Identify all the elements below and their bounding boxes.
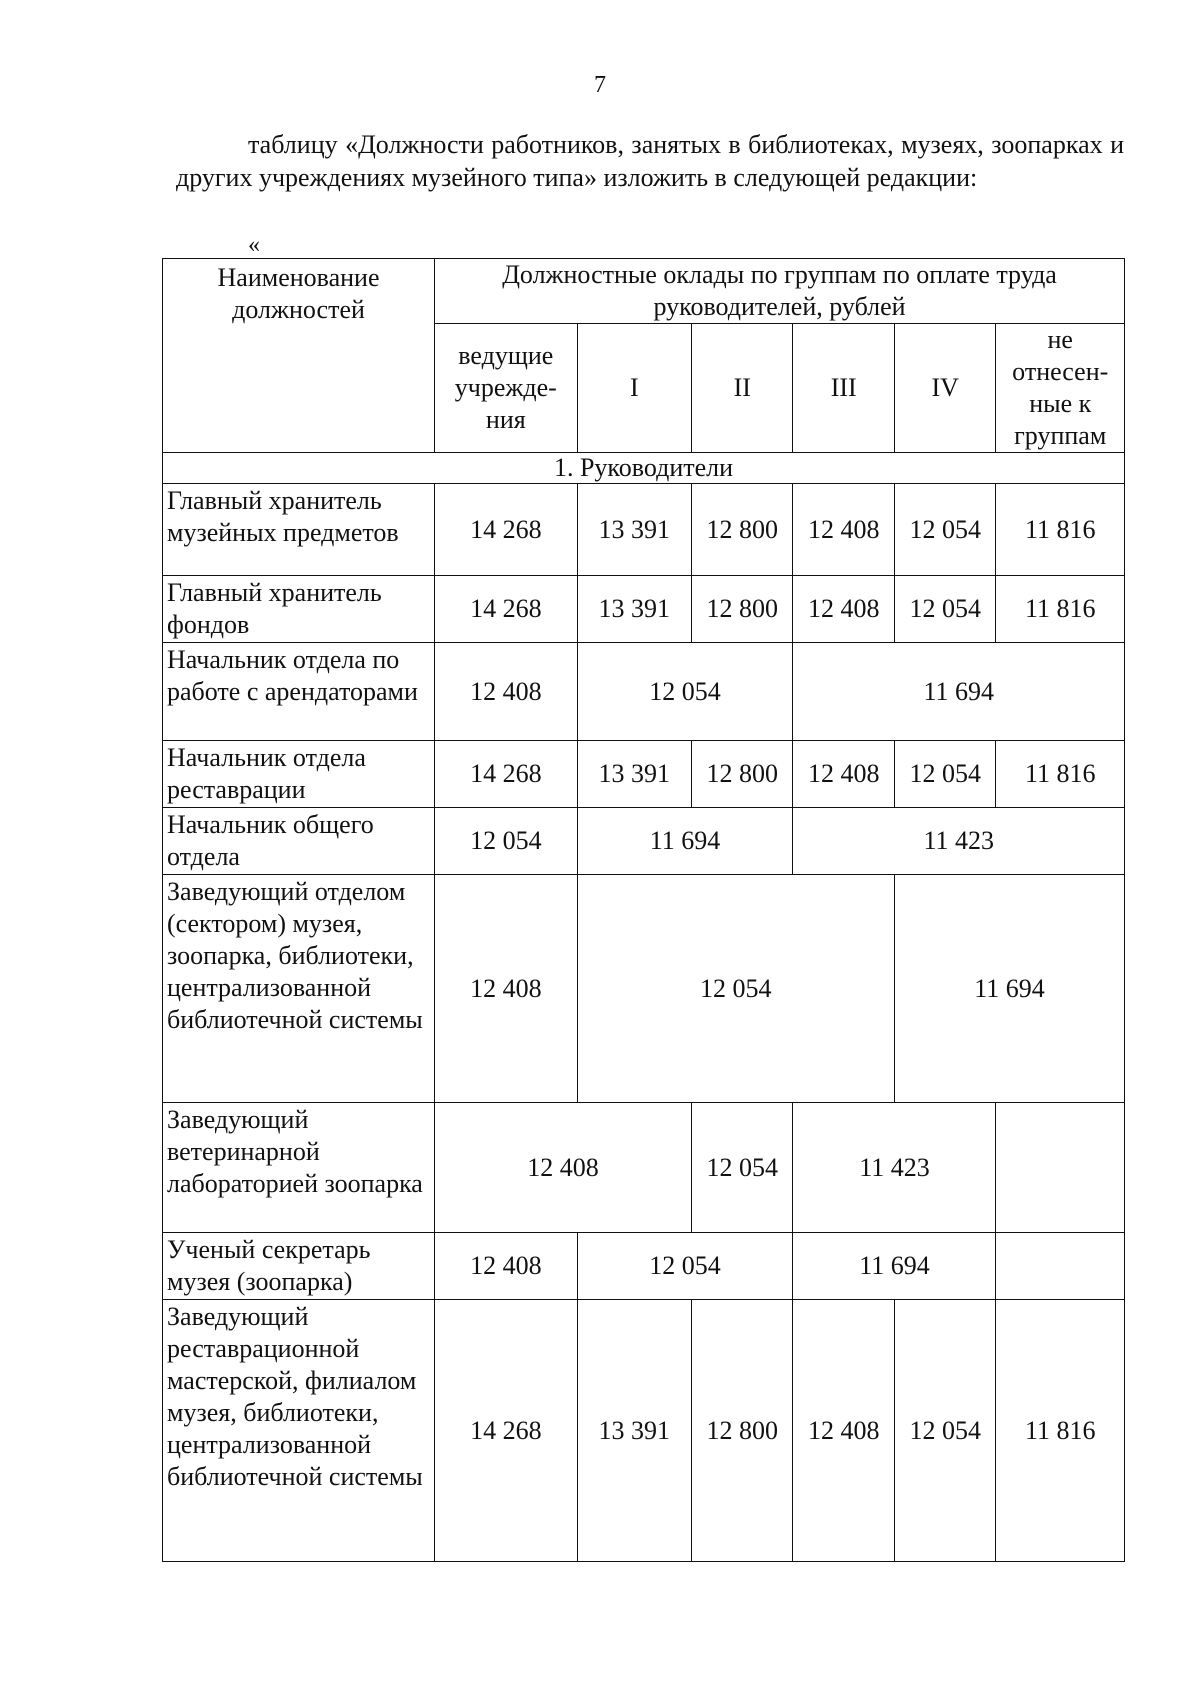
position-name: Заведующий отделом (сектором) музея, зоопарка, библиотеки, централизованной библиотечной системы (163, 875, 435, 1103)
header-group-3: III (793, 324, 894, 453)
opening-quote: « (248, 232, 260, 258)
header-group-4: IV (894, 324, 995, 453)
position-name: Главный хранитель музейных предметов (163, 484, 435, 576)
salary-cell: 12 408 (793, 741, 894, 808)
salary-cell: 11 423 (793, 808, 1125, 875)
section-heading: 1. Руководители (163, 453, 1125, 484)
salary-cell: 13 391 (577, 1300, 691, 1562)
salary-cell: 11 816 (996, 1300, 1125, 1562)
position-name: Начальник отдела по работе с арендаторами (163, 643, 435, 741)
position-name: Главный хранитель фондов (163, 576, 435, 643)
salary-cell: 12 408 (435, 643, 578, 741)
salary-cell: 14 268 (435, 576, 578, 643)
salary-cell (996, 1103, 1125, 1233)
header-group-leading: ведущие учрежде-ния (435, 324, 578, 453)
salary-cell: 12 054 (435, 808, 578, 875)
table-row (163, 484, 1125, 576)
salary-cell: 12 054 (894, 484, 995, 576)
salary-cell: 14 268 (435, 484, 578, 576)
salary-cell: 12 054 (894, 741, 995, 808)
header-group-2: II (692, 324, 793, 453)
intro-paragraph: таблицу «Должности работников, занятых в библиотеках, музеях, зоопарках и других учреждениях музейного типа» изложить в следующей редакции: (176, 130, 1124, 192)
salary-cell: 11 694 (793, 643, 1125, 741)
section-row (163, 453, 1125, 484)
header-group-unassigned: не отнесен-ные к группам (996, 324, 1125, 453)
salary-cell: 12 408 (435, 1233, 578, 1300)
salary-cell: 12 408 (793, 1300, 894, 1562)
salary-cell: 11 816 (996, 741, 1125, 808)
salary-cell: 12 408 (793, 484, 894, 576)
table-row (163, 741, 1125, 808)
salary-cell: 12 800 (692, 484, 793, 576)
salary-cell: 12 408 (435, 875, 578, 1103)
table-row (163, 643, 1125, 741)
salary-cell: 13 391 (577, 741, 691, 808)
salary-cell: 12 054 (894, 1300, 995, 1562)
salary-cell: 11 423 (793, 1103, 996, 1233)
salary-cell: 12 800 (692, 576, 793, 643)
position-name: Заведующий реставрационной мастерской, филиалом музея, библиотеки, централизованной библиотечной системы (163, 1300, 435, 1562)
table-header-row (163, 259, 1125, 324)
salary-cell: 12 408 (435, 1103, 692, 1233)
salary-cell: 12 054 (577, 875, 894, 1103)
salary-cell: 12 800 (692, 741, 793, 808)
position-name: Начальник отдела реставрации (163, 741, 435, 808)
salary-cell: 12 408 (793, 576, 894, 643)
header-position-name: Наименование должностей (163, 259, 435, 453)
salary-cell: 11 816 (996, 484, 1125, 576)
salary-cell: 12 800 (692, 1300, 793, 1562)
page-number: 7 (594, 72, 606, 98)
salary-cell: 12 054 (692, 1103, 793, 1233)
salary-cell: 12 054 (894, 576, 995, 643)
salary-cell: 12 054 (577, 1233, 793, 1300)
table-row (163, 875, 1125, 1103)
header-group-1: I (577, 324, 691, 453)
salary-cell: 11 816 (996, 576, 1125, 643)
position-name: Начальник общего отдела (163, 808, 435, 875)
salary-cell: 13 391 (577, 484, 691, 576)
table-row (163, 1300, 1125, 1562)
salary-cell: 14 268 (435, 1300, 578, 1562)
salary-cell: 14 268 (435, 741, 578, 808)
salary-cell: 12 054 (577, 643, 793, 741)
table-row (163, 808, 1125, 875)
position-name: Заведующий ветеринарной лабораторией зоопарка (163, 1103, 435, 1233)
position-name: Ученый секретарь музея (зоопарка) (163, 1233, 435, 1300)
salary-table (162, 258, 1125, 1562)
table-row (163, 576, 1125, 643)
header-salary-groups: Должностные оклады по группам по оплате труда руководителей, рублей (435, 259, 1125, 324)
salary-cell (996, 1233, 1125, 1300)
salary-cell: 13 391 (577, 576, 691, 643)
table-row (163, 1103, 1125, 1233)
salary-cell: 11 694 (894, 875, 1124, 1103)
salary-cell: 11 694 (793, 1233, 996, 1300)
salary-cell: 11 694 (577, 808, 793, 875)
table-row (163, 1233, 1125, 1300)
